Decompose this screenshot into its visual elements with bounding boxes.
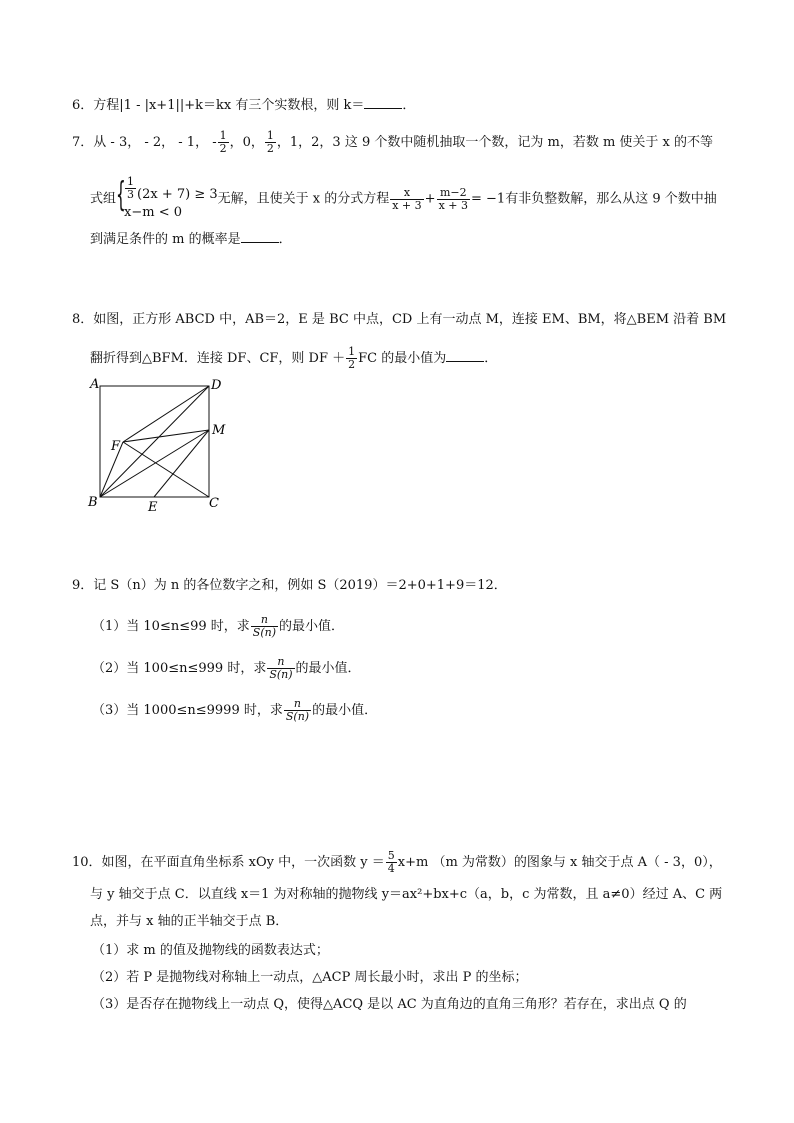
question-6: 6．方程|1 - |x+1||+k＝kx 有三个实数根，则 k＝ ． [72,98,416,113]
inequality-system: { $\frac{1}{3}$ (2x + 7) ≥ 3 x−m < 0 [116,175,218,220]
fraction: $\frac{1}{2}$ [266,129,274,155]
label-d: D [211,378,222,393]
square-figure [86,374,246,514]
question-number: 9． [72,578,94,593]
question-text: 方程|1 - |x+1||+k＝kx 有三个实数根，则 k＝ [93,98,365,113]
fraction: $\frac{n}{S(n)}$ [269,655,293,681]
question-10-part-2: （2）若 P 是抛物线对称轴上一动点，△ACP 周长最小时，求出 P 的坐标； [92,970,528,985]
question-10-line1: 10．如图，在平面直角坐标系 xOy 中，一次函数 y ＝ $\frac{5}{4}$ x+m （m 为常数）的图象与 x 轴交于点 A（ - 3，0）， [72,849,722,875]
label-c: C [209,496,219,511]
label-b: B [88,495,98,510]
question-7-line2: 式组 { $\frac{1}{3}$ (2x + 7) ≥ 3 x−m < 0 无解，且使关于 x 的分式方程 $\frac{x}{x + 3}$ + $\frac{m-2}{x + 3}$ = −1有非负整数解，那么从这 9 个数中抽 [90,175,717,220]
fraction: $\frac{n}{S(n)}$ [252,613,276,639]
question-number: 7． [72,135,94,150]
question-number: 10． [72,855,102,870]
fraction: $\frac{1}{2}$ [348,345,356,371]
question-10-line3: 点，并与 x 轴的正半轴交于点 B． [90,914,289,929]
question-number: 6． [72,98,94,113]
segment-fc [123,442,209,497]
answer-blank [446,349,484,362]
question-9-part-3: （3）当 1000≤n≤9999 时，求 $\frac{n}{S(n)}$ 的最小值． [92,697,378,723]
question-8-line1: 8．如图，正方形 ABCD 中，AB＝2，E 是 BC 中点，CD 上有一动点 M，连接 EM、BM，将△BEM 沿着 BM [72,312,727,327]
question-8-line2: 翻折得到△BFM．连接 DF、CF，则 DF ＋ $\frac{1}{2}$ FC 的最小值为 ． [90,345,498,371]
fraction: $\frac{1}{2}$ [219,129,227,155]
fraction: $\frac{m-2}{x + 3}$ [438,185,468,212]
label-e: E [148,500,158,514]
question-7-line1: 7．从 - 3， - 2， - 1， - $\frac{1}{2}$ ，0， $\frac{1}{2}$ ，1，2，3 这 9 个数中随机抽取一个数，记为 m，若数 m 使关于 x 的不等 [72,129,714,155]
question-9-intro: 9．记 S（n）为 n 的各位数字之和，例如 S（2019）＝2+0+1+9＝12． [72,578,507,593]
segment-em [154,430,209,497]
fraction: $\frac{5}{4}$ [387,849,395,875]
segment-fd [123,386,209,442]
fraction: $\frac{x}{x + 3}$ [392,185,422,212]
question-7-line3: 到满足条件的 m 的概率是 ． [90,232,292,247]
question-10-part-3: （3）是否存在抛物线上一动点 Q，使得△ACQ 是以 AC 为直角边的直角三角形？若存在，求出点 Q 的 [92,997,687,1012]
answer-blank [241,230,279,243]
label-f: F [111,439,121,454]
question-number: 8． [72,312,94,327]
question-10-line2: 与 y 轴交于点 C．以直线 x＝1 为对称轴的抛物线 y＝ax²+bx+c（a，b，c 为常数，且 a≠0）经过 A、C 两 [90,887,723,902]
segment-fm [123,430,209,442]
label-m: M [212,423,226,438]
answer-blank [364,96,402,109]
question-9-part-2: （2）当 100≤n≤999 时，求 $\frac{n}{S(n)}$ 的最小值． [92,655,361,681]
question-9-part-1: （1）当 10≤n≤99 时，求 $\frac{n}{S(n)}$ 的最小值． [92,613,344,639]
fraction: $\frac{n}{S(n)}$ [285,697,310,723]
question-10-part-1: （1）求 m 的值及抛物线的函数表达式； [92,943,329,958]
label-a: A [90,377,100,392]
